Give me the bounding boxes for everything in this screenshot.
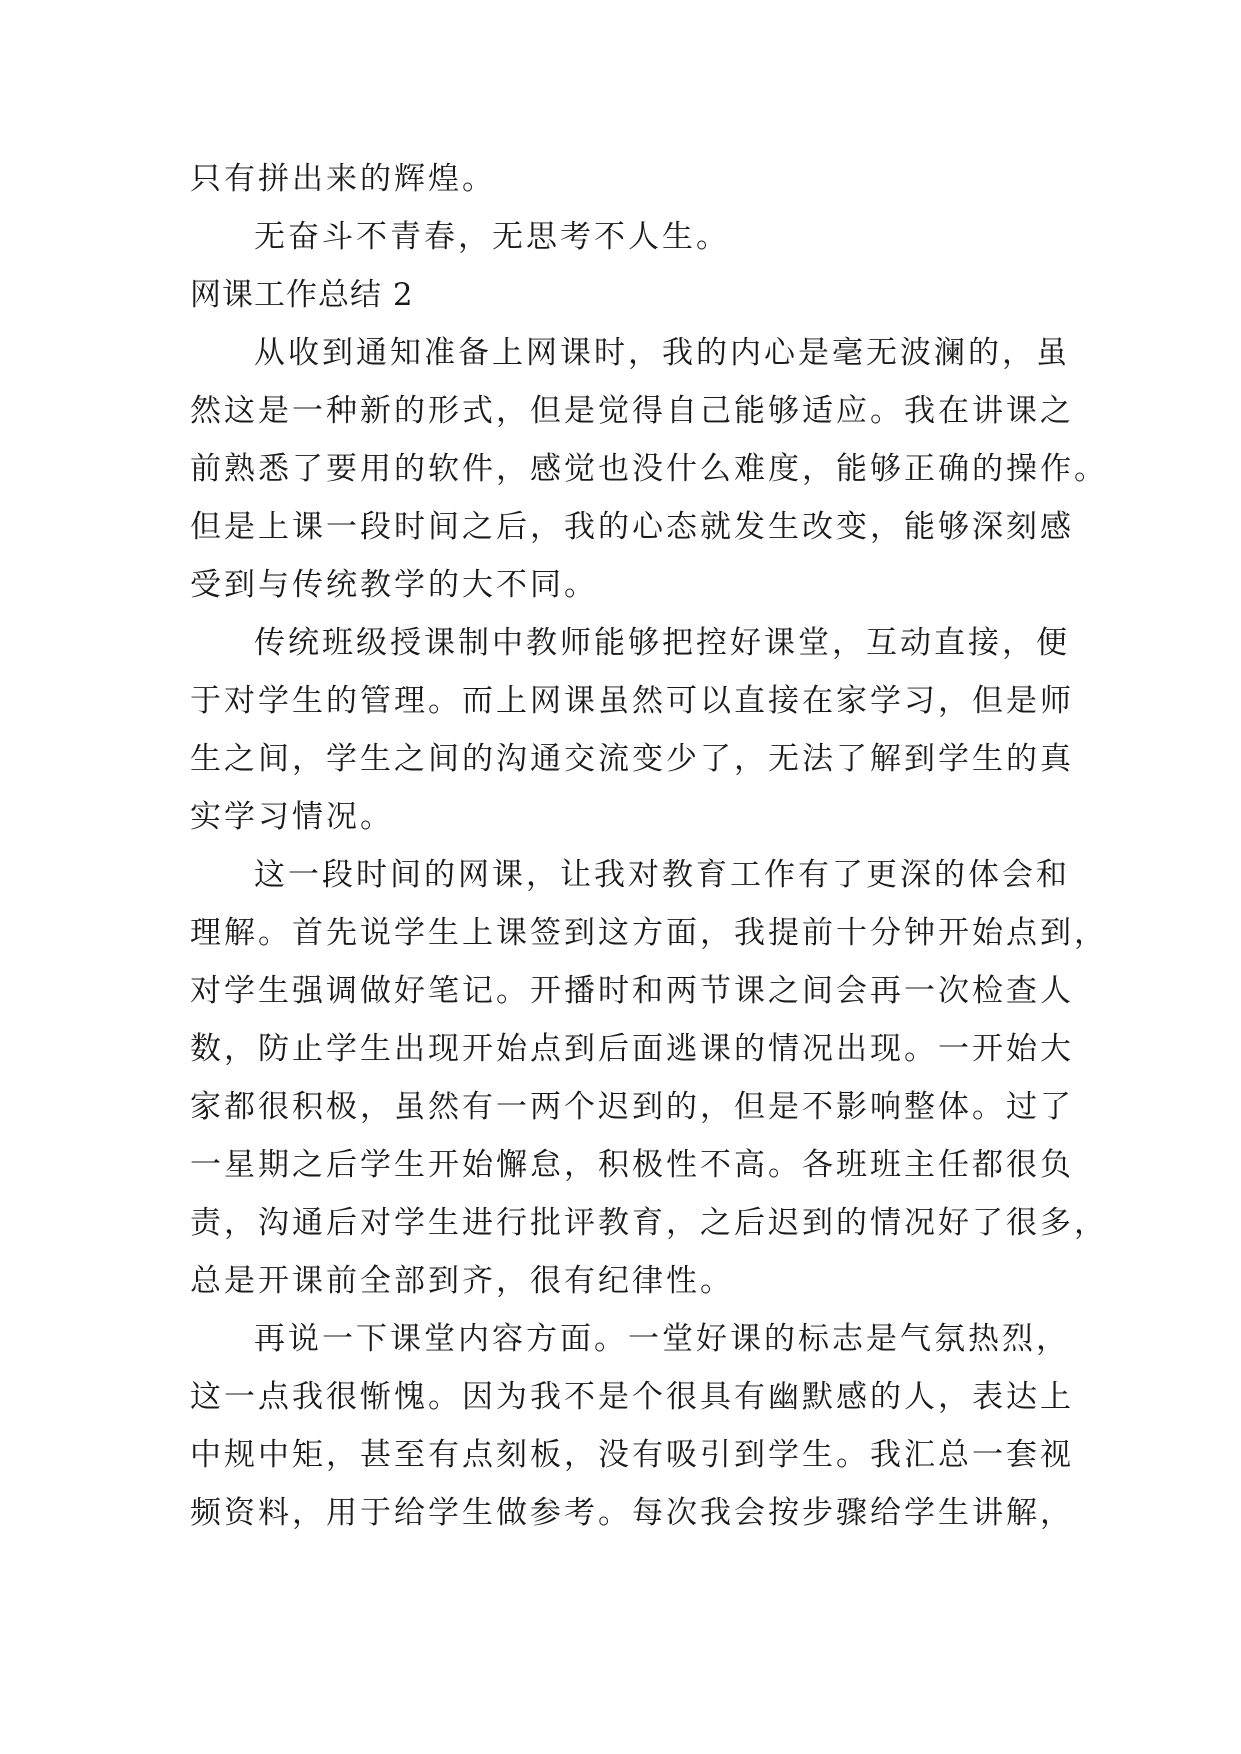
text-line: 这一段时间的网课，让我对教育工作有了更深的体会和 (254, 857, 1070, 893)
text-line: 中规中矩，甚至有点刻板，没有吸引到学生。我汇总一套视 (190, 1437, 1074, 1473)
text-line: 传统班级授课制中教师能够把控好课堂，互动直接，便 (254, 625, 1070, 661)
text-line: 总是开课前全部到齐，很有纪律性。 (190, 1263, 734, 1299)
text-line: 理解。首先说学生上课签到这方面，我提前十分钟开始点到， (190, 915, 1108, 951)
text-line: 家都很积极，虽然有一两个迟到的，但是不影响整体。过了 (190, 1089, 1074, 1125)
text-line: 这一点我很惭愧。因为我不是个很具有幽默感的人，表达上 (190, 1379, 1074, 1415)
text-line: 责，沟通后对学生进行批评教育，之后迟到的情况好了很多， (190, 1205, 1108, 1241)
text-line: 实学习情况。 (190, 799, 394, 835)
text-line: 一星期之后学生开始懈怠，积极性不高。各班班主任都很负 (190, 1147, 1074, 1183)
text-line: 于对学生的管理。而上网课虽然可以直接在家学习，但是师 (190, 683, 1074, 719)
text-line: 前熟悉了要用的软件，感觉也没什么难度，能够正确的操作。 (190, 451, 1108, 487)
text-line: 但是上课一段时间之后，我的心态就发生改变，能够深刻感 (190, 509, 1074, 545)
text-line: 然这是一种新的形式，但是觉得自己能够适应。我在讲课之 (190, 393, 1074, 429)
text-line: 频资料，用于给学生做参考。每次我会按步骤给学生讲解， (190, 1495, 1074, 1531)
text-line: 受到与传统教学的大不同。 (190, 567, 598, 603)
text-line: 数，防止学生出现开始点到后面逃课的情况出现。一开始大 (190, 1031, 1074, 1067)
text-line: 生之间，学生之间的沟通交流变少了，无法了解到学生的真 (190, 741, 1074, 777)
text-line: 对学生强调做好笔记。开播时和两节课之间会再一次检查人 (190, 973, 1074, 1009)
document-page (190, 150, 1108, 1542)
text-line: 从收到通知准备上网课时，我的内心是毫无波澜的，虽 (254, 335, 1070, 371)
text-line: 只有拼出来的辉煌。 (190, 161, 496, 197)
text-line: 再说一下课堂内容方面。一堂好课的标志是气氛热烈， (254, 1321, 1070, 1357)
section-heading: 网课工作总结 2 (190, 277, 414, 313)
text-line: 无奋斗不青春，无思考不人生。 (254, 219, 730, 255)
